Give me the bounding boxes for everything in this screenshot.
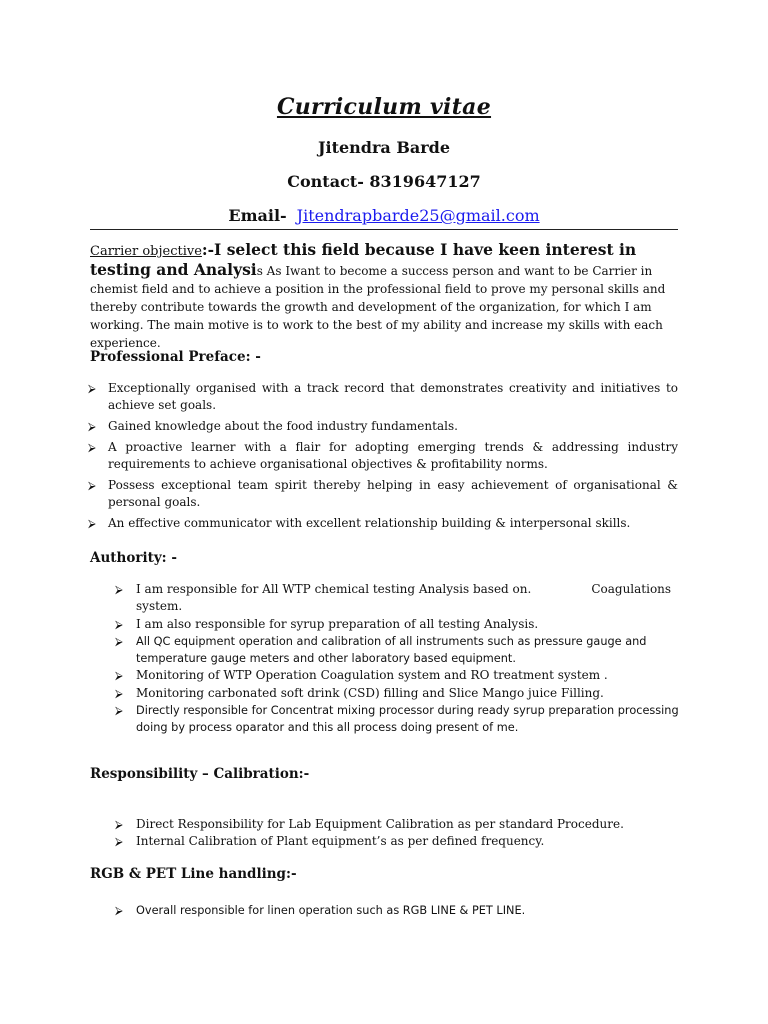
arrowhead-bullet-icon: ⮚: [88, 517, 96, 530]
email-label: Email-: [228, 206, 287, 225]
objective-lead: :-I select this field because I have keen interest in testing and Analysi: [90, 240, 637, 279]
list-item: ⮚ Overall responsible for linen operation such as RGB LINE & PET LINE.: [115, 904, 526, 917]
arrowhead-bullet-icon: ⮚: [115, 704, 123, 718]
preface-list: [88, 380, 678, 536]
preface-heading: Professional Preface: -: [90, 349, 261, 365]
list-item: ⮚ A proactive learner with a flair for adopting emerging trends & addressing industry requirements to achieve organisational objectives & profitability norms.: [88, 440, 678, 471]
list-item: ⮚ Directly responsible for Concentrat mixing processor during ready syrup preparation processing doing by process oparator and this all process doing present of me.: [115, 704, 679, 735]
rgb-list: [115, 902, 680, 919]
arrowhead-bullet-icon: ⮚: [88, 441, 96, 454]
authority-list: [115, 581, 680, 737]
list-item: ⮚ An effective communicator with excellent relationship building & interpersonal skills.: [88, 516, 631, 530]
header-divider: [90, 229, 678, 230]
calibration-list: [115, 816, 680, 850]
career-objective: [90, 241, 680, 352]
arrowhead-bullet-icon: ⮚: [115, 634, 123, 648]
authority-heading: Authority: -: [90, 550, 177, 566]
arrowhead-bullet-icon: ⮚: [115, 669, 123, 683]
list-item: ⮚ Gained knowledge about the food industry fundamentals.: [88, 419, 458, 433]
contact-number: Contact- 8319647127: [287, 172, 481, 191]
arrowhead-bullet-icon: ⮚: [88, 382, 96, 395]
email-link[interactable]: Jitendrapbarde25@gmail.com: [296, 206, 540, 225]
list-item: ⮚ All QC equipment operation and calibration of all instruments such as pressure gauge and temperature gauge meters and other laboratory based equipment.: [115, 634, 647, 666]
arrowhead-bullet-icon: ⮚: [88, 420, 96, 433]
calibration-heading: Responsibility – Calibration:-: [90, 766, 310, 782]
arrowhead-bullet-icon: ⮚: [115, 904, 123, 917]
list-item: ⮚ Possess exceptional team spirit thereby helping in easy achievement of organisational & personal goals.: [88, 478, 678, 509]
document-title: Curriculum vitae: [276, 94, 492, 120]
objective-body: s As Iwant to become a success person and want to be Carrier in chemist field and to achieve a position in the professional field to prove my personal skills and thereby contribute towards the growth and development of the organization, for which I am working. The main motive is to work to the best of my ability and increase my skills with each experience.: [90, 264, 666, 350]
list-item: ⮚ I am also responsible for syrup preparation of all testing Analysis.: [115, 616, 680, 633]
list-item: ⮚ Internal Calibration of Plant equipment’s as per defined frequency.: [115, 834, 545, 848]
arrowhead-bullet-icon: ⮚: [115, 686, 123, 700]
arrowhead-bullet-icon: ⮚: [88, 479, 96, 492]
list-item: ⮚ I am responsible for All WTP chemical testing Analysis based on. Coagulations system.: [115, 582, 672, 614]
list-item: ⮚ Monitoring of WTP Operation Coagulation system and RO treatment system .: [115, 667, 680, 684]
arrowhead-bullet-icon: ⮚: [115, 617, 123, 631]
objective-label: Carrier objective: [90, 244, 202, 259]
arrowhead-bullet-icon: ⮚: [115, 818, 123, 831]
list-item: ⮚ Direct Responsibility for Lab Equipment Calibration as per standard Procedure.: [115, 817, 624, 831]
rgb-heading: RGB & PET Line handling:-: [90, 866, 297, 882]
arrowhead-bullet-icon: ⮚: [115, 835, 123, 848]
candidate-name: Jitendra Barde: [317, 138, 451, 157]
list-item: ⮚ Exceptionally organised with a track record that demonstrates creativity and initiatives to achieve set goals.: [88, 381, 678, 412]
email-line: [0, 206, 768, 225]
arrowhead-bullet-icon: ⮚: [115, 583, 123, 596]
list-item: ⮚ Monitoring carbonated soft drink (CSD) filling and Slice Mango juice Filling.: [115, 685, 680, 702]
